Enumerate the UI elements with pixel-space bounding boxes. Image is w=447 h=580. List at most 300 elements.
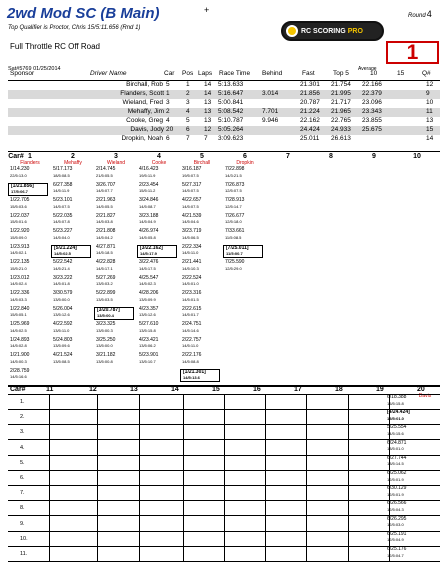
lap-time: 5/25.554: [387, 424, 407, 431]
lap-row: [8, 338, 440, 350]
race-time: 5:00.841: [218, 99, 244, 106]
lap-time: 7/25.590: [225, 259, 245, 265]
column-number-bottom: 18: [335, 386, 343, 393]
lap-total: 14/5:01.8: [53, 281, 70, 286]
race-time: 5:13.633: [218, 81, 244, 88]
lap-cell-20: [387, 441, 427, 452]
lap-cell: [8, 245, 48, 256]
lap-cell: [94, 245, 134, 256]
position: 4: [186, 108, 190, 115]
lap-cell: [8, 338, 48, 349]
lap-cell: [180, 307, 220, 318]
behind-time: 9.946: [262, 117, 279, 124]
lap-total: 12/5:07.5: [225, 188, 242, 193]
lap-time: 1/22.705: [10, 197, 30, 203]
lap-total: 14/5:01.5: [182, 296, 199, 302]
lap-total: 14/5:17.1: [96, 265, 113, 271]
row-number: 3.: [20, 429, 25, 436]
grid-line: [97, 394, 98, 561]
lap-total: 14/5:15.6: [387, 430, 404, 436]
lap-time: 7/28.913: [225, 197, 245, 203]
lap-time: 5/23.227: [53, 228, 73, 234]
logo-text: RC SCORING: [301, 27, 346, 35]
race-time: 5:10.787: [218, 117, 244, 124]
plus-icon: +: [204, 5, 210, 15]
lap-total: 14/5:02.8: [10, 343, 27, 348]
avg-10: 23.343: [362, 108, 382, 115]
lap-time: 4/22.657: [182, 197, 202, 203]
lap-cell: [137, 245, 177, 258]
lap-total: 13/5:06.2: [139, 343, 156, 348]
lap-cell: [51, 245, 91, 258]
lap-time: 6/26.566: [387, 500, 407, 507]
lap-time: 2/22.757: [182, 336, 202, 343]
lap-cell: [51, 198, 91, 209]
lap-time: 5/26.004: [53, 305, 73, 312]
lap-cell: [137, 198, 177, 209]
lap-time: 1/22.920: [10, 228, 30, 234]
lap-total: 14/5:10.3: [182, 265, 199, 271]
lap-total: 19/5:07.5: [182, 172, 199, 178]
lap-total: 12/5:04.3: [387, 506, 404, 512]
race-time: 5:05.264: [218, 126, 244, 133]
lap-total: 14/5:07.8: [53, 219, 70, 224]
top5-average: 26.613: [331, 135, 351, 142]
lap-time: 2/21.808: [96, 228, 116, 234]
column-driver: Flanders: [20, 160, 40, 166]
lap-cell: [94, 183, 134, 194]
lap-cell: [180, 214, 220, 225]
lap-time: 2/21.441: [182, 259, 202, 265]
lap-total: 13/5:00.4: [97, 313, 114, 318]
rc-scoring-pro-logo: [281, 21, 384, 41]
lap-cell: [8, 307, 48, 318]
lap-time: 2/23.454: [139, 181, 159, 188]
round-label: Round: [408, 13, 426, 19]
column-number-bottom: 17: [294, 386, 302, 393]
lap-cell: [51, 291, 91, 302]
lap-cell: [51, 229, 91, 240]
lap-cell: [137, 307, 177, 318]
round-number: 4: [426, 9, 432, 19]
lap-time: 3/23.188: [139, 212, 159, 219]
lap-total: 14/5:02.5: [54, 251, 71, 256]
grid-line: [306, 394, 307, 561]
lap-time: 2/23.316: [182, 290, 202, 296]
avg-10: 22.166: [362, 81, 382, 88]
top5-average: 21.717: [331, 99, 351, 106]
lap-total: 13/5:03.5: [96, 296, 113, 302]
lap-cell: [51, 307, 91, 318]
column-driver: Wieland: [106, 160, 126, 166]
lap-time: 1/22.135: [10, 259, 30, 265]
lap-cell: [137, 229, 177, 240]
lap-time: 4/16.423: [139, 166, 159, 172]
lap-total: 15/5:09.0: [10, 234, 27, 240]
lap-total: 15/5:01.6: [10, 219, 27, 224]
lap-cell: [180, 291, 220, 302]
lap-cell: [8, 198, 48, 209]
lap-time: 5/23.901: [139, 352, 159, 358]
row-number: 9.: [20, 520, 25, 527]
lap-cell: [94, 353, 134, 364]
lap-time: 2/28.759: [10, 367, 30, 374]
car-number: 6: [166, 135, 170, 142]
lap-cell: [223, 214, 263, 225]
lap-time: 4/23.421: [139, 336, 159, 343]
lap-cell: [94, 307, 134, 320]
lap-time: 5/22.542: [53, 259, 73, 265]
lap-total: 14/5:14.6: [182, 327, 199, 333]
driver-name: Flanders, Scott: [120, 90, 164, 97]
lap-total: 14/5:08.7: [139, 203, 156, 209]
lap-cell: [8, 229, 48, 240]
lap-cell: [180, 276, 220, 287]
place-badge: 1: [386, 41, 439, 64]
lap-total: 13/5:00.3: [96, 327, 113, 333]
lap-total: 14/5:07.5: [182, 188, 199, 193]
driver-name: Birchall, Rob: [126, 81, 163, 88]
lap-row: [8, 260, 440, 272]
lap-cell: [223, 167, 263, 178]
grid-line: [265, 394, 266, 561]
driver-row: [0, 135, 447, 144]
lap-cell-20: [387, 486, 427, 497]
lap-cell: [223, 229, 263, 240]
lap-cell-20: [387, 547, 427, 558]
column-number-bottom: 13: [130, 386, 138, 393]
header-behind: Behind: [262, 70, 283, 77]
lap-count: 13: [204, 99, 212, 106]
lap-total: 13/5:09.9: [139, 296, 156, 302]
column-driver: Mehaffy: [64, 160, 82, 166]
lap-row: [8, 245, 440, 257]
column-driver: Cooke: [151, 160, 167, 166]
lap-cell: [137, 214, 177, 225]
row-number: 1.: [20, 399, 25, 405]
lap-count: 13: [204, 108, 212, 115]
lap-cell: [51, 183, 91, 194]
car-number: 4: [166, 117, 170, 124]
lap-cell: [94, 198, 134, 209]
lap-time: 3/30.579: [53, 290, 73, 296]
lap-total: 14/5:11.9: [53, 188, 70, 193]
event-id: Sat#5769 01/25/2014: [8, 66, 61, 72]
lap-count: 13: [204, 117, 212, 124]
lap-cell: [51, 338, 91, 349]
lap-time: 5/24.803: [53, 336, 73, 343]
lap-time: 4/22.828: [96, 259, 116, 265]
lap-total: 12/5:01.9: [387, 476, 404, 482]
lap-total: 14/5:04.6: [182, 219, 199, 224]
row-number: 7.: [20, 490, 25, 497]
lap-time: 2/22.524: [182, 274, 202, 281]
qualifier-number: 14: [426, 135, 434, 142]
lap-cell: [8, 183, 48, 196]
lap-cell: [8, 369, 48, 380]
car-number: 3: [166, 99, 170, 106]
car-label-bottom: Car#: [10, 386, 26, 393]
lap-cell: [8, 260, 48, 271]
lap-total: 13/5:08.5: [53, 358, 70, 364]
lap-cell-20: [387, 517, 427, 528]
lap-total: 13/5:09.6: [53, 343, 70, 348]
grid-line: [49, 394, 50, 561]
lap-row: [8, 322, 440, 334]
lap-cell: [94, 338, 134, 349]
lap-cell: [94, 322, 134, 333]
lap-total: 14/5:16.6: [10, 374, 27, 379]
lap-total: 14/5:02.5: [10, 327, 27, 333]
lap-time: 1/21.900: [10, 352, 30, 358]
lap-time: 6/25.062: [387, 470, 407, 476]
lap-time: 3/23.325: [96, 321, 116, 327]
lap-time: 3/22.476: [139, 259, 159, 265]
fast-lap: 21.224: [300, 108, 320, 115]
column-number: 4: [157, 153, 161, 160]
lap-time: 3/16.187: [182, 166, 202, 172]
lap-grid-header: [8, 151, 440, 167]
position: 6: [186, 126, 190, 133]
lap-time: 7/26.677: [225, 212, 245, 219]
lap-cell: [180, 369, 220, 382]
lap-time: [4/24.424]: [387, 409, 410, 416]
lap-count: 7: [204, 135, 208, 142]
avg-10: 23.855: [362, 117, 382, 124]
lap-cell: [8, 353, 48, 364]
lap-time: 2/22.176: [182, 352, 202, 358]
qualifier-number: 11: [426, 108, 433, 115]
lap-total: 14/5:11.0: [182, 343, 199, 348]
lap-time: 4/21.539: [182, 212, 202, 219]
lap-total: 14/5:03.3: [10, 296, 27, 302]
lap-row: [8, 291, 440, 303]
lap-total: 13/5:03.2: [96, 281, 113, 286]
lap-time: 5/17.173: [53, 166, 73, 172]
header-driver: Driver Name: [90, 70, 127, 77]
lap-total: 12/5:18.0: [225, 219, 242, 224]
lap-total: 14/5:05.5: [96, 203, 113, 209]
lap-total: 15/5:11.2: [139, 188, 156, 193]
grid-line: [183, 394, 184, 561]
lap-row: [8, 276, 440, 288]
lap-row: [8, 183, 440, 195]
lap-cell: [51, 167, 91, 178]
lap-time: 1/22.840: [10, 305, 30, 312]
lap-total: 13/5:14.5: [387, 461, 404, 467]
lap-count: 14: [204, 90, 212, 97]
lap-time: [1/21.301]: [183, 368, 206, 375]
lap-time: [1/21.856]: [11, 182, 34, 189]
lap-total: 14/5:00.3: [10, 358, 27, 364]
lap-cell-20: [387, 395, 427, 406]
lap-cell: [8, 276, 48, 287]
lap-total: 14/5:13.6: [183, 375, 200, 380]
lap-total: 21/5:05.5: [96, 172, 113, 178]
avg-10: 25.675: [362, 126, 382, 133]
lap-total: 13/5:12.6: [139, 312, 156, 317]
avg-10: 22.379: [362, 90, 382, 97]
subtitle: Top Qualifier is Proctor, Chris 15/5:11.656 (Rnd 1): [8, 25, 141, 31]
lap-time: 6/26.295: [387, 515, 407, 522]
position: 7: [186, 135, 190, 142]
lap-time: [3/20.787]: [97, 306, 120, 313]
column-number-bottom: 11: [46, 386, 54, 393]
lap-time: 2/22.334: [182, 243, 202, 250]
top5-average: 22.765: [331, 117, 351, 124]
lap-row: [8, 307, 440, 319]
top5-average: 24.933: [331, 126, 351, 133]
lap-total: 14/5:05.8: [139, 234, 156, 240]
lap-cell: [94, 214, 134, 225]
lap-time: 6/18.388: [387, 394, 407, 400]
lap-total: 13/5:00.0: [53, 296, 70, 302]
lap-cell: [223, 198, 263, 209]
lap-cell: [94, 276, 134, 287]
driver-name: Mehaffy, Jim: [127, 108, 164, 115]
lap-time: 4/26.974: [139, 228, 159, 234]
lap-cell: [137, 276, 177, 287]
lap-total: 11/5:08.5: [225, 234, 242, 240]
driver-name: Wieland, Fred: [122, 99, 163, 106]
lap-cell: [223, 183, 263, 194]
lap-time: 1/23.913: [10, 243, 30, 250]
qualifier-number: 15: [426, 126, 434, 133]
lap-total: 13/5:10.7: [139, 358, 156, 364]
lap-cell: [8, 291, 48, 302]
lap-cell: [51, 322, 91, 333]
column-number: 7: [286, 153, 290, 160]
car-label: Car#: [8, 153, 24, 160]
average-label: Average: [358, 66, 377, 72]
lap-row: [8, 353, 440, 365]
column-number: 1: [28, 153, 32, 160]
column-number-bottom: 14: [171, 386, 179, 393]
qualifier-number: 12: [426, 81, 434, 88]
lap-time: 6/25.176: [387, 546, 407, 552]
lap-total: 15/5:03.6: [10, 203, 27, 209]
lap-total: 14/5:06.5: [182, 234, 199, 240]
qualifier-number: 9: [426, 90, 430, 97]
page-title: 2wd Mod SC (B Main): [7, 5, 160, 22]
position: 1: [186, 81, 190, 88]
lap-time: 1/22.037: [10, 212, 30, 219]
lap-time: 7/22.898: [225, 166, 245, 172]
lap-row: [8, 369, 440, 381]
column-number: 9: [372, 153, 376, 160]
lap-total: 14/5:01.7: [182, 312, 199, 317]
lap-cell: [94, 291, 134, 302]
header-top5: Top 5: [333, 70, 349, 77]
lap-total: 14/5:01.0: [182, 281, 199, 286]
lap-time: 1/22.336: [10, 290, 30, 296]
round-indicator: [408, 9, 432, 19]
lap-cell: [137, 260, 177, 271]
column-number-bottom: 19: [376, 386, 384, 393]
lap-total: 12/5:14.7: [225, 203, 242, 209]
lap-time: 3/23.719: [182, 228, 202, 234]
lap-total: 14/3:21.5: [225, 172, 242, 178]
driver-name: Cooke, Greg: [126, 117, 163, 124]
lap-cell: [51, 214, 91, 225]
row-number: 5.: [20, 459, 25, 466]
column-number: 2: [71, 153, 75, 160]
lap-total: 12/5:03.0: [387, 522, 404, 528]
column-driver: Birchall: [193, 160, 211, 166]
lap-total: 14/5:02.3: [139, 281, 156, 286]
lap-total: 14/5:04.9: [139, 219, 156, 224]
column-number: 5: [200, 153, 204, 160]
lap-time: 1/25.969: [10, 321, 30, 327]
lap-total: 14/5:07.5: [53, 203, 70, 209]
lap-cell: [137, 322, 177, 333]
lap-cell: [51, 260, 91, 271]
qualifier-number: 10: [426, 99, 434, 106]
lap-row: [8, 198, 440, 210]
lap-cell: [180, 229, 220, 240]
lap-total: 14/5:21.4: [53, 265, 70, 271]
lap-time: 4/23.357: [139, 305, 159, 312]
lap-cell: [94, 260, 134, 271]
driver-row: [0, 117, 447, 126]
lap-time: 7/33.661: [225, 228, 245, 234]
lap-total: 17/5:06.7: [11, 189, 28, 194]
lap-time: 3/23.222: [53, 274, 73, 281]
lap-cell: [180, 183, 220, 194]
lap-cell: [51, 353, 91, 364]
lap-cell: [223, 245, 263, 258]
lap-total: 14/5:02.1: [10, 250, 27, 255]
qualifier-number: 13: [426, 117, 434, 124]
lap-total: 15/5:21.0: [10, 265, 27, 271]
fast-lap: 21.856: [300, 90, 320, 97]
car-number: 5: [166, 81, 170, 88]
row-number: 8.: [20, 505, 25, 512]
lap-cell: [180, 167, 220, 178]
lap-total: 13/5:00.8: [96, 358, 113, 364]
lap-time: 3/26.707: [96, 181, 116, 188]
top5-average: 21.965: [331, 108, 351, 115]
fast-lap: 22.162: [300, 117, 320, 124]
column-number-bottom: 15: [212, 386, 220, 393]
lap-total: 12/5:04.9: [387, 537, 404, 543]
top5-average: 21.995: [331, 90, 351, 97]
row-number: 6.: [20, 475, 25, 481]
lap-cell: [137, 167, 177, 178]
track-name: Full Throttle RC Off Road: [10, 42, 100, 51]
fast-lap: 20.787: [300, 99, 320, 106]
lap-cell: [8, 167, 48, 178]
lap-count: 14: [204, 81, 212, 88]
header-race-time: Race Time: [219, 70, 251, 77]
column-number: 6: [243, 153, 247, 160]
lap-cell: [223, 260, 263, 271]
lap-total: 14/5:11.0: [182, 250, 199, 255]
lap-cell-20: [387, 410, 427, 421]
header-fast: Fast: [302, 70, 315, 77]
lap-total: 14/5:08.8: [182, 358, 199, 364]
lap-time: 3/21.182: [96, 352, 116, 358]
lap-cell: [51, 276, 91, 287]
lap-time: 2/21.963: [96, 197, 116, 203]
header-15: 15: [397, 70, 405, 77]
lap-cell: [137, 183, 177, 194]
lap-time: 4/21.524: [53, 352, 73, 358]
lap-time: 2/14.745: [96, 166, 116, 172]
lap-time: 6/27.358: [53, 181, 73, 188]
lap-total: 14/5:04.2: [96, 234, 113, 240]
lap-cell: [8, 214, 48, 225]
